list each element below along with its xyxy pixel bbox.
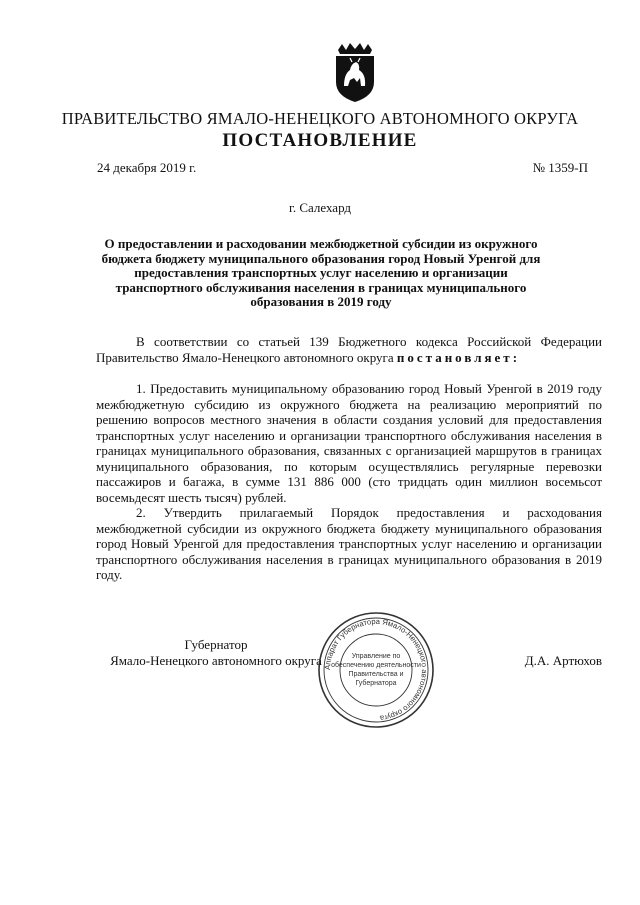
document-body xyxy=(96,334,602,583)
organization-name: ПРАВИТЕЛЬСТВО ЯМАЛО-НЕНЕЦКОГО АВТОНОМНОГО ОКРУГА xyxy=(61,109,579,128)
signatory-role xyxy=(96,637,336,669)
preamble-text: В соответствии со статьей 139 Бюджетного кодекса Российской Федерации Правительство Ямало-Ненецкого автономного округа xyxy=(96,334,602,365)
coat-of-arms-emblem-icon xyxy=(330,42,380,104)
signatory-name: Д.А. Артюхов xyxy=(524,653,602,668)
preamble-paragraph xyxy=(96,334,602,365)
stamp-ring-text: Аппарат Губернатора Ямало-Ненецкого автономного округа xyxy=(322,616,430,723)
signatory-role-line1: Губернатор xyxy=(184,637,248,652)
document-type: ПОСТАНОВЛЕНИЕ xyxy=(222,130,418,151)
document-date: 24 декабря 2019 г. xyxy=(97,160,197,175)
signatory-role-line2: Ямало-Ненецкого автономного округа xyxy=(110,653,322,668)
document-number: № 1359-П xyxy=(532,160,588,175)
preamble-keyword: постановляет: xyxy=(396,349,521,365)
item-1: 1. Предоставить муниципальному образованию город Новый Уренгой в 2019 году межбюджетную субсидию из окружного бюджета на реализацию мероприятий по решению вопросов местного значения в области создания условий для предоставления транспортных услуг населению и организации транспортного обслуживания населения в границах муниципального образования, связанных с организацией маршрутов в границах муниципального образования, по которым осуществлялись регулярные перевозки пассажиров и багажа, в сумме 131 886 000 (сто тридцать один миллион восемьсот восемьдесят шесть тысяч) рублей. xyxy=(96,381,602,505)
item-2: 2. Утвердить прилагаемый Порядок предоставления и расходования межбюджетной субсидии из окружного бюджета бюджету муниципального образования город Новый Уренгой для предоставления транспортных услуг населению и организации транспортного обслуживания населения в границах муниципального образования в 2019 году. xyxy=(96,505,602,582)
document-title: О предоставлении и расходовании межбюджетной субсидии из окружного бюджета бюджету муниципального образования город Новый Уренгой для предоставления транспортных услуг населению и организации транспортного обслуживания населения в границах муниципального образования в 2019 году xyxy=(101,236,541,309)
stamp-center-text: Управление по обеспечению деятельности Правительства и Губернатора xyxy=(331,653,421,687)
document-city: г. Салехард xyxy=(288,200,352,215)
